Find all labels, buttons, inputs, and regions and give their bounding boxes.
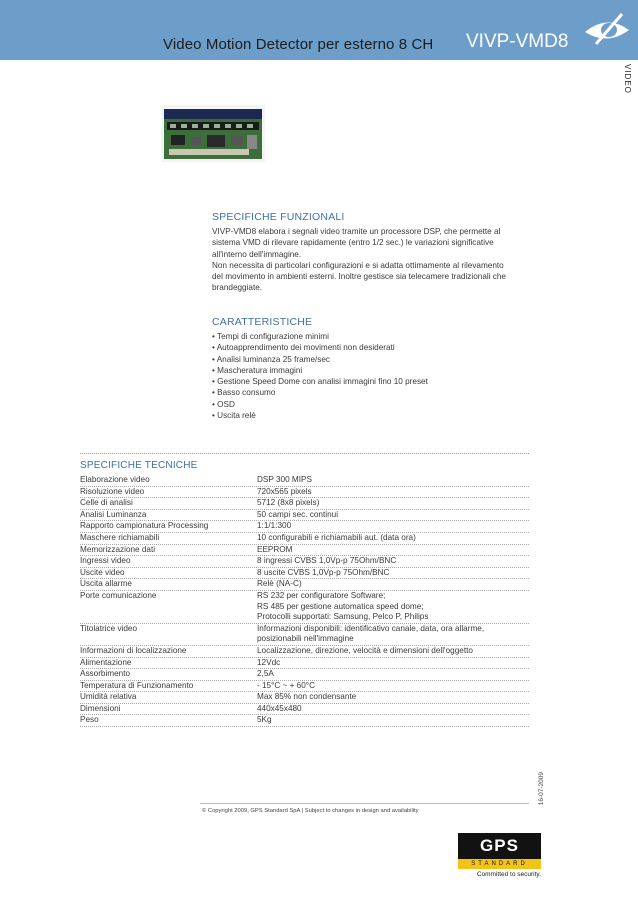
spec-label: Titolatrice video — [80, 623, 138, 633]
feature-item: • Tempi di configurazione minimi — [212, 331, 532, 342]
spec-value — [257, 556, 529, 567]
features-title: CARATTERISTICHE — [212, 316, 313, 328]
spec-row — [80, 591, 529, 624]
spec-value — [257, 669, 529, 680]
spec-value — [257, 658, 529, 669]
feature-item: • Autoapprendimento dei movimenti non desiderati — [212, 342, 532, 353]
specs-title: SPECIFICHE TECNICHE — [80, 460, 198, 471]
spec-value — [257, 624, 529, 645]
spec-value-line: EEPROM — [257, 544, 293, 554]
spec-value — [257, 533, 529, 544]
gps-tagline: Committed to security. — [476, 871, 541, 878]
model-code: VIVP-VMD8 — [466, 31, 569, 52]
spec-value — [257, 579, 529, 590]
spec-label: Celle di analisi — [80, 498, 133, 508]
functional-line: del movimento in ambienti esterni. Inoltre gestisce sia telecamere tradizionali che — [212, 272, 506, 282]
specs-table — [80, 475, 529, 727]
spec-row — [80, 579, 529, 591]
spec-row — [80, 545, 529, 557]
spec-value-line: Max 85% non condensante — [257, 692, 357, 702]
feature-item: • Gestione Speed Dome con analisi immagini fino 10 preset — [212, 376, 532, 387]
spec-row — [80, 658, 529, 670]
spec-value-line: 10 configurabili e richiamabili aut. (data ora) — [257, 532, 416, 542]
copyright-text: © Copyright 2009, GPS Standard SpA | Subject to changes in design and availability — [202, 808, 419, 814]
feature-item: • Analisi luminanza 25 frame/sec — [212, 354, 532, 365]
spec-label: Assorbimento — [80, 669, 131, 679]
eye-logo-box — [576, 0, 638, 60]
spec-value-line: 1:1/1:300 — [257, 521, 292, 531]
features-section — [212, 316, 532, 421]
spec-label: Umidità relativa — [80, 692, 137, 702]
spec-label: Rapporto campionatura Processing — [80, 521, 209, 531]
spec-label: Peso — [80, 715, 99, 725]
spec-value-line: 50 campi sec. continui — [257, 509, 339, 519]
features-list — [212, 331, 532, 421]
spec-value — [257, 545, 529, 556]
spec-value — [257, 681, 529, 692]
spec-label: Risoluzione video — [80, 486, 145, 496]
spec-label: Uscita allarme — [80, 579, 132, 589]
gps-logo-band: STANDARD — [458, 859, 541, 869]
feature-item: • OSD — [212, 399, 532, 410]
spec-row — [80, 510, 529, 522]
feature-item: • Uscita relè — [212, 410, 532, 421]
spec-value-line: 5712 (8x8 pixels) — [257, 498, 320, 508]
spec-value — [257, 475, 529, 486]
spec-label: Uscite video — [80, 567, 125, 577]
spec-value-line: Localizzazione, direzione, velocità e dimensioni dell'oggetto — [257, 645, 473, 655]
functional-line: VIVP-VMD8 elabora i segnali video tramite un processore DSP, che permette al — [212, 227, 501, 236]
spec-label: Porte comunicazione — [80, 590, 157, 600]
spec-value — [257, 692, 529, 703]
product-image — [161, 105, 265, 162]
spec-label: Informazioni di localizzazione — [80, 645, 187, 655]
spec-value-line: Relè (NA-C) — [257, 579, 302, 589]
spec-value — [257, 487, 529, 498]
section-divider — [80, 453, 529, 454]
feature-item: • Mascheratura immagini — [212, 365, 532, 376]
functional-line: all'interno dell'immagine. — [212, 249, 302, 259]
spec-value — [257, 646, 529, 657]
spec-label: Maschere richiamabili — [80, 532, 160, 542]
spec-row — [80, 692, 529, 704]
spec-row — [80, 475, 529, 487]
spec-value-line: 8 uscite CVBS 1,0Vp-p 75Ohm/BNC — [257, 567, 390, 577]
spec-row — [80, 568, 529, 580]
spec-label: Elaborazione video — [80, 475, 150, 484]
functional-section — [212, 211, 532, 294]
functional-title: SPECIFICHE FUNZIONALI — [212, 211, 345, 223]
spec-value-line: 720x565 pixels — [257, 486, 312, 496]
spec-row — [80, 556, 529, 568]
spec-value-line: Protocolli supportati: Samsung, Pelco P, Philips — [257, 612, 429, 622]
spec-label: Analisi Luminanza — [80, 509, 147, 519]
spec-label: Memorizzazione dati — [80, 544, 156, 554]
header-bar — [0, 0, 576, 60]
eye-icon — [582, 10, 632, 50]
spec-value — [257, 568, 529, 579]
spec-value-line: posizionabili nell'immagine — [257, 634, 354, 644]
spec-value — [257, 704, 529, 715]
spec-row — [80, 646, 529, 658]
spec-value — [257, 521, 529, 532]
spec-label: Alimentazione — [80, 657, 132, 667]
spec-row — [80, 521, 529, 533]
spec-value-line: 5Kg — [257, 715, 272, 725]
gps-logo — [458, 833, 541, 878]
document-date: 16-07-2009 — [538, 772, 545, 806]
spec-row — [80, 533, 529, 545]
spec-row — [80, 715, 529, 727]
spec-label: Temperatura di Funzionamento — [80, 680, 194, 690]
spec-value-line: 440x45x480 — [257, 703, 302, 713]
spec-value-line: Informazioni disponibili: identificativo canale, data, ora allarme, — [257, 623, 485, 633]
spec-row — [80, 681, 529, 693]
spec-value-line: RS 232 per configuratore Software; — [257, 590, 386, 600]
spec-row — [80, 704, 529, 716]
functional-line: brandeggiate. — [212, 283, 263, 293]
spec-label: Dimensioni — [80, 703, 121, 713]
spec-value-line: 2,5A — [257, 669, 274, 679]
spec-value-line: DSP 300 MIPS — [257, 475, 312, 484]
spec-value — [257, 715, 529, 726]
spec-row — [80, 498, 529, 510]
spec-value-line: 8 ingressi CVBS 1,0Vp-p 75Ohm/BNC — [257, 556, 397, 566]
spec-row — [80, 487, 529, 499]
spec-value-line: - 15°C ~ + 60°C — [257, 680, 315, 690]
footer-divider — [200, 803, 529, 804]
spec-value — [257, 591, 529, 623]
spec-value-line: 12Vdc — [257, 657, 281, 667]
gps-logo-brand: GPS — [458, 833, 541, 859]
functional-line: sistema VMD di rilevare rapidamente (entro 1/2 sec.) le variazioni significative — [212, 238, 494, 248]
feature-item: • Basso consumo — [212, 387, 532, 398]
spec-row — [80, 669, 529, 681]
category-label: VIDEO — [623, 64, 632, 94]
page-title: Video Motion Detector per esterno 8 CH — [163, 36, 434, 53]
spec-label: Ingressi video — [80, 556, 131, 566]
functional-line: Non necessita di particolari configurazioni e si adatta ottimamente al rilevamento — [212, 260, 504, 270]
spec-value-line: RS 485 per gestione automatica speed dome; — [257, 601, 424, 611]
spec-value — [257, 498, 529, 509]
spec-value — [257, 510, 529, 521]
spec-row — [80, 624, 529, 646]
functional-text — [212, 226, 532, 294]
